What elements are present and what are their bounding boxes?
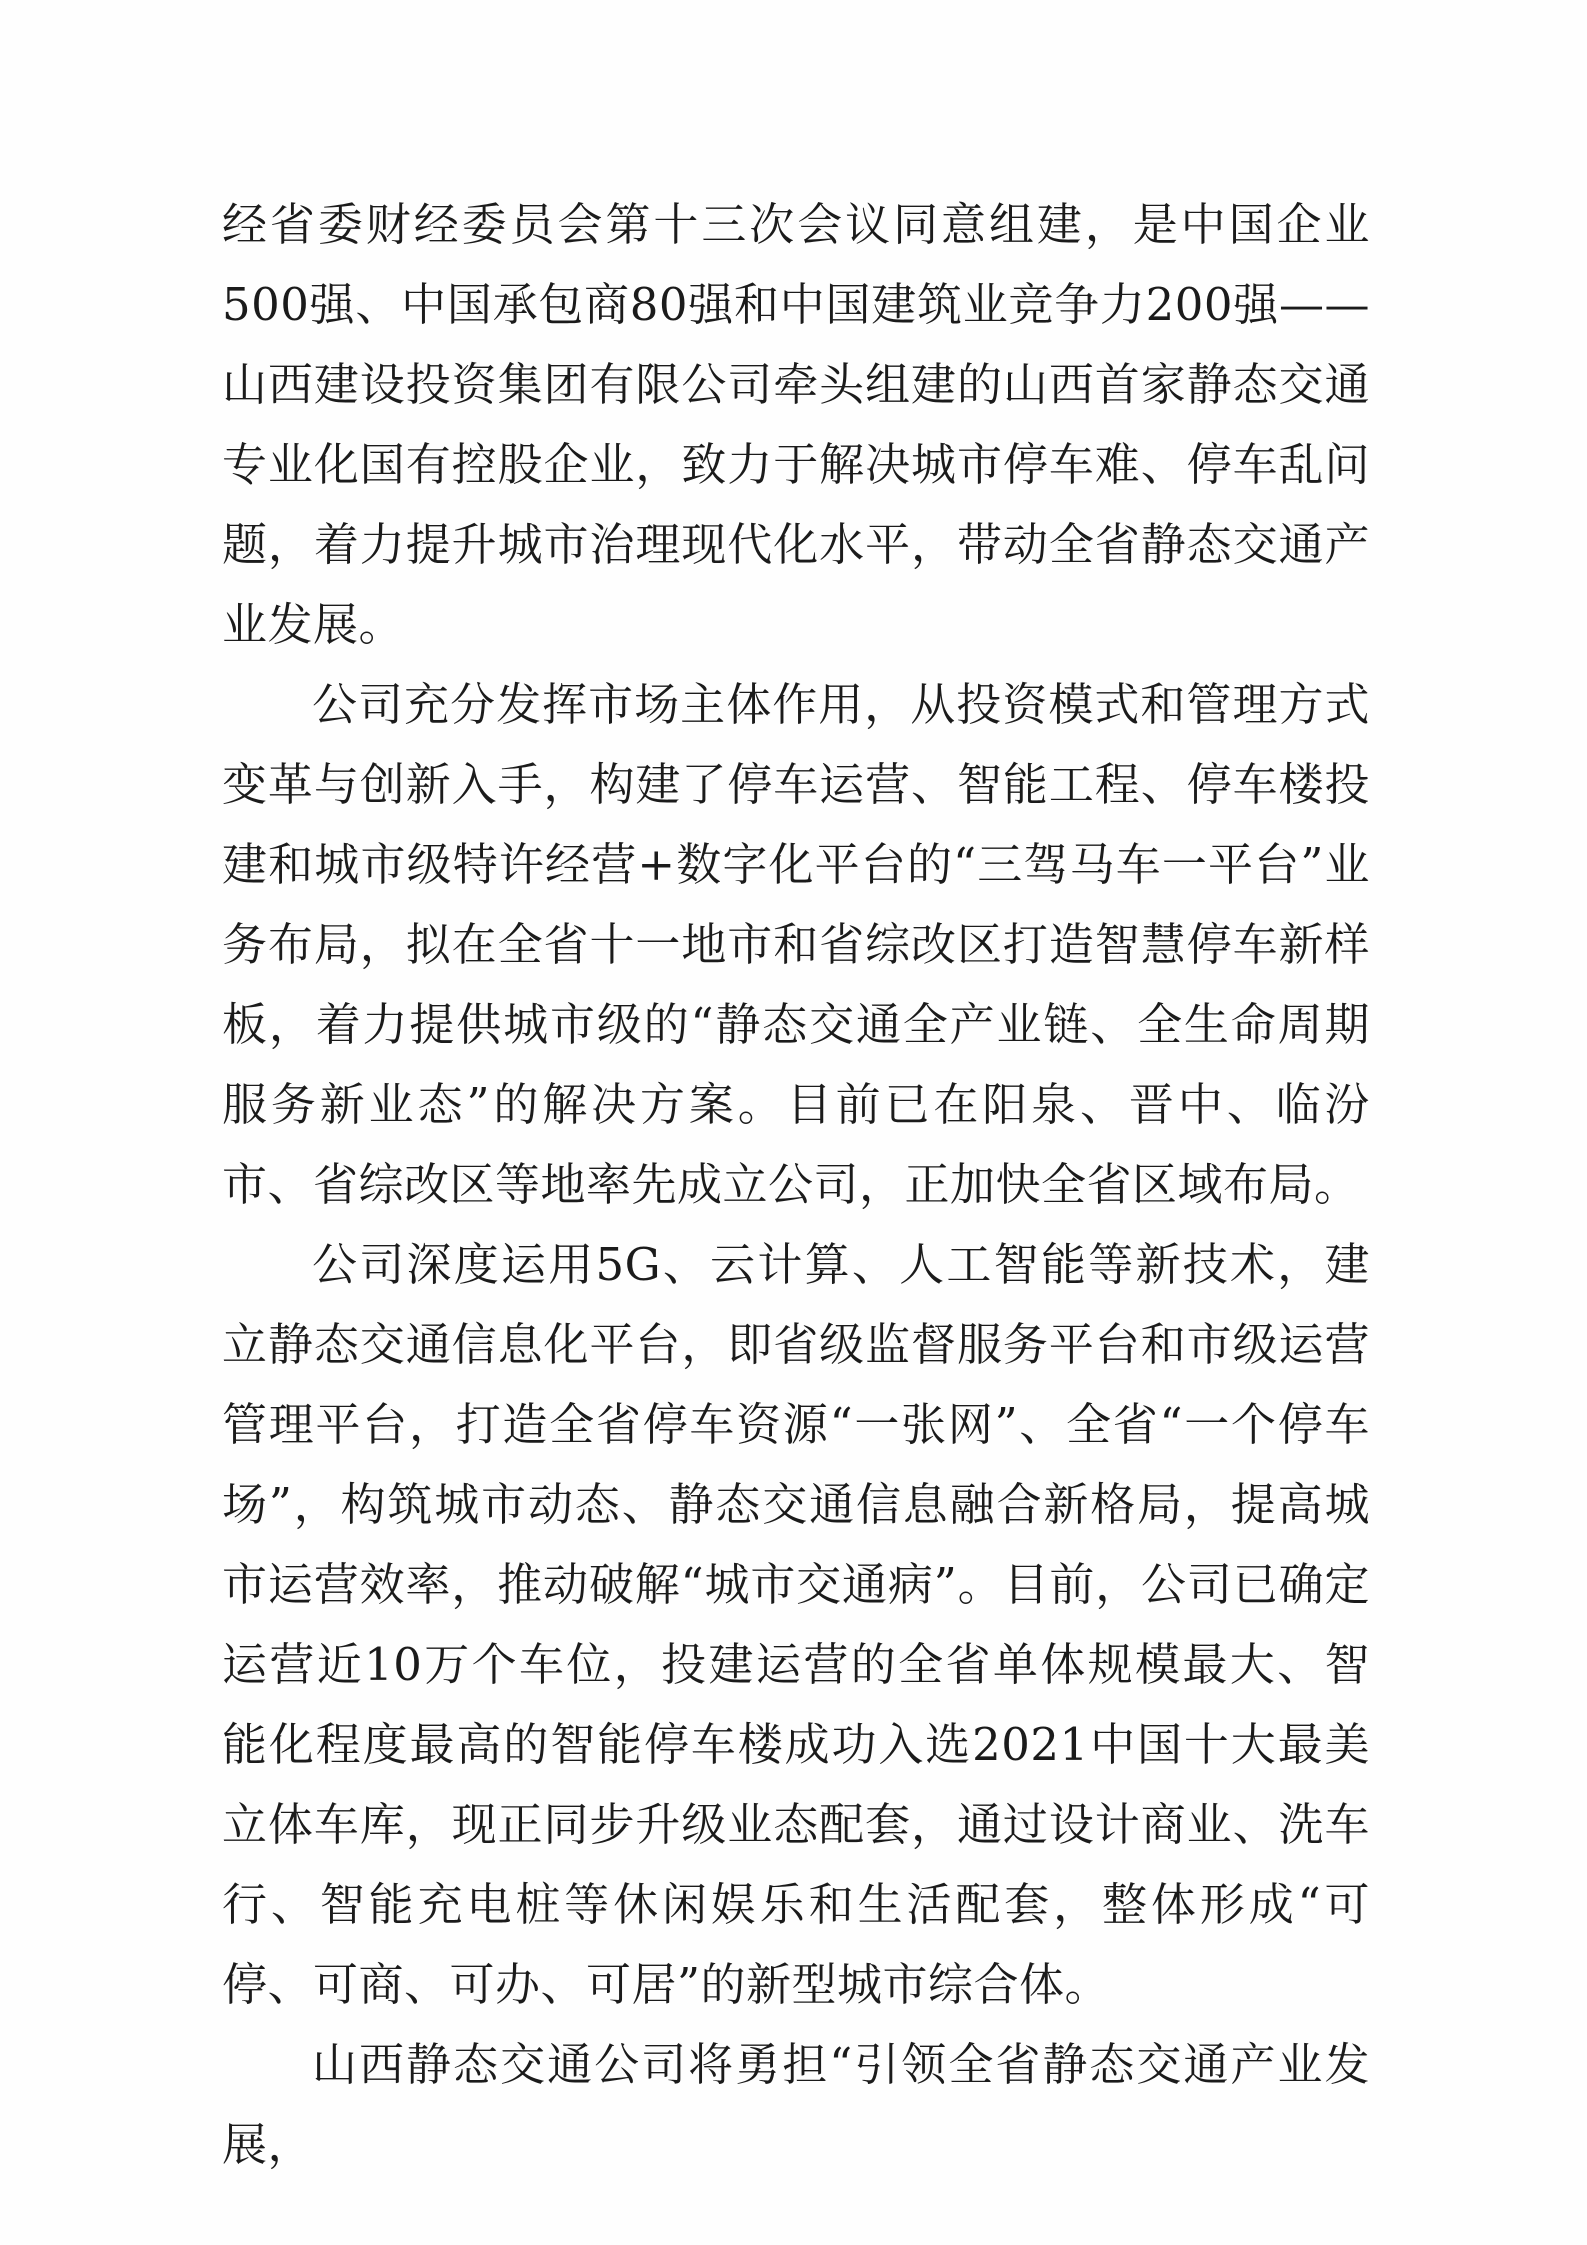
paragraph-4: 山西静态交通公司将勇担“引领全省静态交通产业发展，: [222, 2038, 1370, 2171]
paragraph-2: 公司充分发挥市场主体作用，从投资模式和管理方式变革与创新入手，构建了停车运营、智能工程、停车楼投建和城市级特许经营+数字化平台的“三驾马车一平台”业务布局，拟在全省十一地市和省综改区打造智慧停车新样板，着力提供城市级的“静态交通全产业链、全生命周期服务新业态”的解决方案。目前已在阳泉、晋中、临汾市、省综改区等地率先成立公司，正加快全省区域布局。: [222, 678, 1370, 1211]
paragraph-3: 公司深度运用5G、云计算、人工智能等新技术，建立静态交通信息化平台，即省级监督服务平台和市级运营管理平台，打造全省停车资源“一张网”、全省“一个停车场”，构筑城市动态、静态交通信息融合新格局，提高城市运营效率，推动破解“城市交通病”。目前，公司已确定运营近10万个车位，投建运营的全省单体规模最大、智能化程度最高的智能停车楼成功入选2021中国十大最美立体车库，现正同步升级业态配套，通过设计商业、洗车行、智能充电桩等休闲娱乐和生活配套，整体形成“可停、可商、可办、可居”的新型城市综合体。: [222, 1238, 1370, 2011]
document-body: [222, 185, 1370, 2185]
paragraph-1: 经省委财经委员会第十三次会议同意组建，是中国企业500强、中国承包商80强和中国建筑业竞争力200强——山西建设投资集团有限公司牵头组建的山西首家静态交通专业化国有控股企业，致力于解决城市停车难、停车乱问题，着力提升城市治理现代化水平，带动全省静态交通产业发展。: [222, 198, 1370, 651]
